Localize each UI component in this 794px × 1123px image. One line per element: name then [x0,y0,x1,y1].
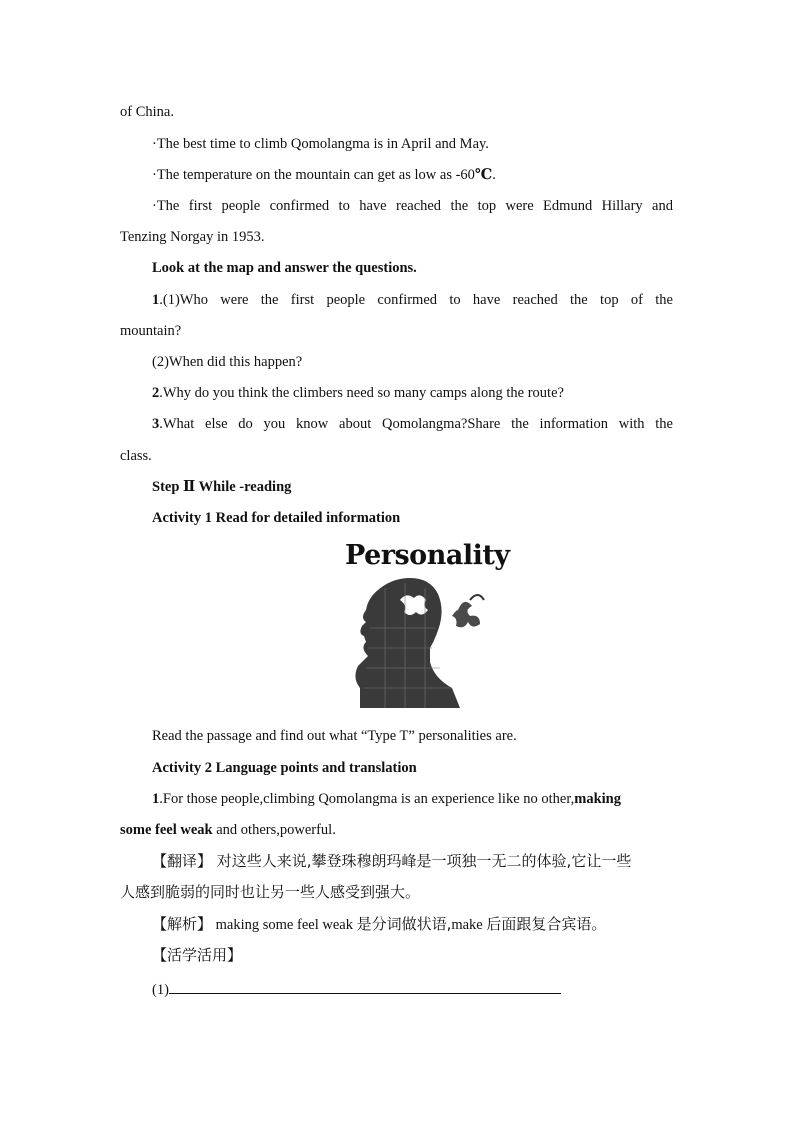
text: Look at the map and answer the questions. [152,260,417,276]
text-line [120,321,673,341]
text: 后面跟复合宾语。 [486,915,607,933]
text: and others,powerful. [212,822,336,838]
bullet-line [152,134,673,154]
text: 对这些人来说,攀登珠穆朗玛峰是一项独一无二的体验,它让一些 [212,852,632,870]
question-2 [152,383,673,403]
text: 是分词做状语, [356,915,452,933]
translation-line [152,851,673,871]
text-line [120,102,673,122]
step-heading [152,477,673,497]
activity-heading [152,508,673,528]
text: Activity 1 Read for detailed information [152,510,401,526]
text: class. [120,448,152,464]
text: Tenzing Norgay in 1953. [120,229,265,245]
bullet-line [152,196,673,216]
text: .What else do you know about Qomolangma?Share the information with the [159,416,673,432]
practice-item-1 [152,977,673,1000]
text: . [492,167,496,183]
text: .Why do you think the climbers need so many camps along the route? [159,385,564,401]
analysis-line [152,914,673,935]
text: .For those people,climbing Qomolangma is an experience like no other, [159,791,575,807]
text: (2)When did this happen? [152,354,303,370]
text: .(1)Who were the first people confirmed to have reached the top of the [159,292,673,308]
text-line [152,352,673,372]
text: 人感到脆弱的同时也让另一些人感受到强大。 [120,883,421,901]
text: Activity 2 Language points and translation [152,760,417,776]
analysis-tag: 【解析】 [152,915,213,933]
text-line [120,446,673,466]
text: Read the passage and find out what “Type T” personalities are. [152,728,517,744]
answer-blank[interactable] [169,977,561,994]
question-number: 1 [152,292,160,308]
unit: ℃ [474,167,493,183]
text: ·The best time to climb Qomolangma is in April and May. [152,136,489,152]
personality-puzzle-head-image [330,538,510,713]
practice-heading [152,945,673,965]
activity-heading [152,758,673,778]
instruction-heading [152,258,673,278]
text: making some feel weak [212,917,357,933]
text: ·The first people confirmed to have reached the top were Edmund Hillary and [152,198,673,214]
figure-title: Personality [345,540,510,571]
point-number: 1 [152,791,160,807]
text: of China. [120,104,174,120]
bold-text: some feel weak [120,822,213,838]
text-line [120,227,673,247]
question-3 [152,414,673,434]
translation-line [120,882,673,902]
text: 【活学活用】 [152,946,243,964]
text-line [120,820,673,840]
bullet-line [152,165,673,185]
text: ·The temperature on the mountain can get as low as -60 [152,167,475,183]
text: Step Ⅱ While -reading [152,479,292,495]
question-number: 3 [152,416,160,432]
language-point-1 [152,789,673,809]
bold-text: making [574,791,621,807]
text-line [152,726,673,746]
translation-tag: 【翻译】 [152,852,213,870]
text: mountain? [120,323,182,339]
text: make [451,917,487,933]
question-number: 2 [152,385,160,401]
question-1 [152,290,673,310]
item-number: (1) [152,982,169,998]
